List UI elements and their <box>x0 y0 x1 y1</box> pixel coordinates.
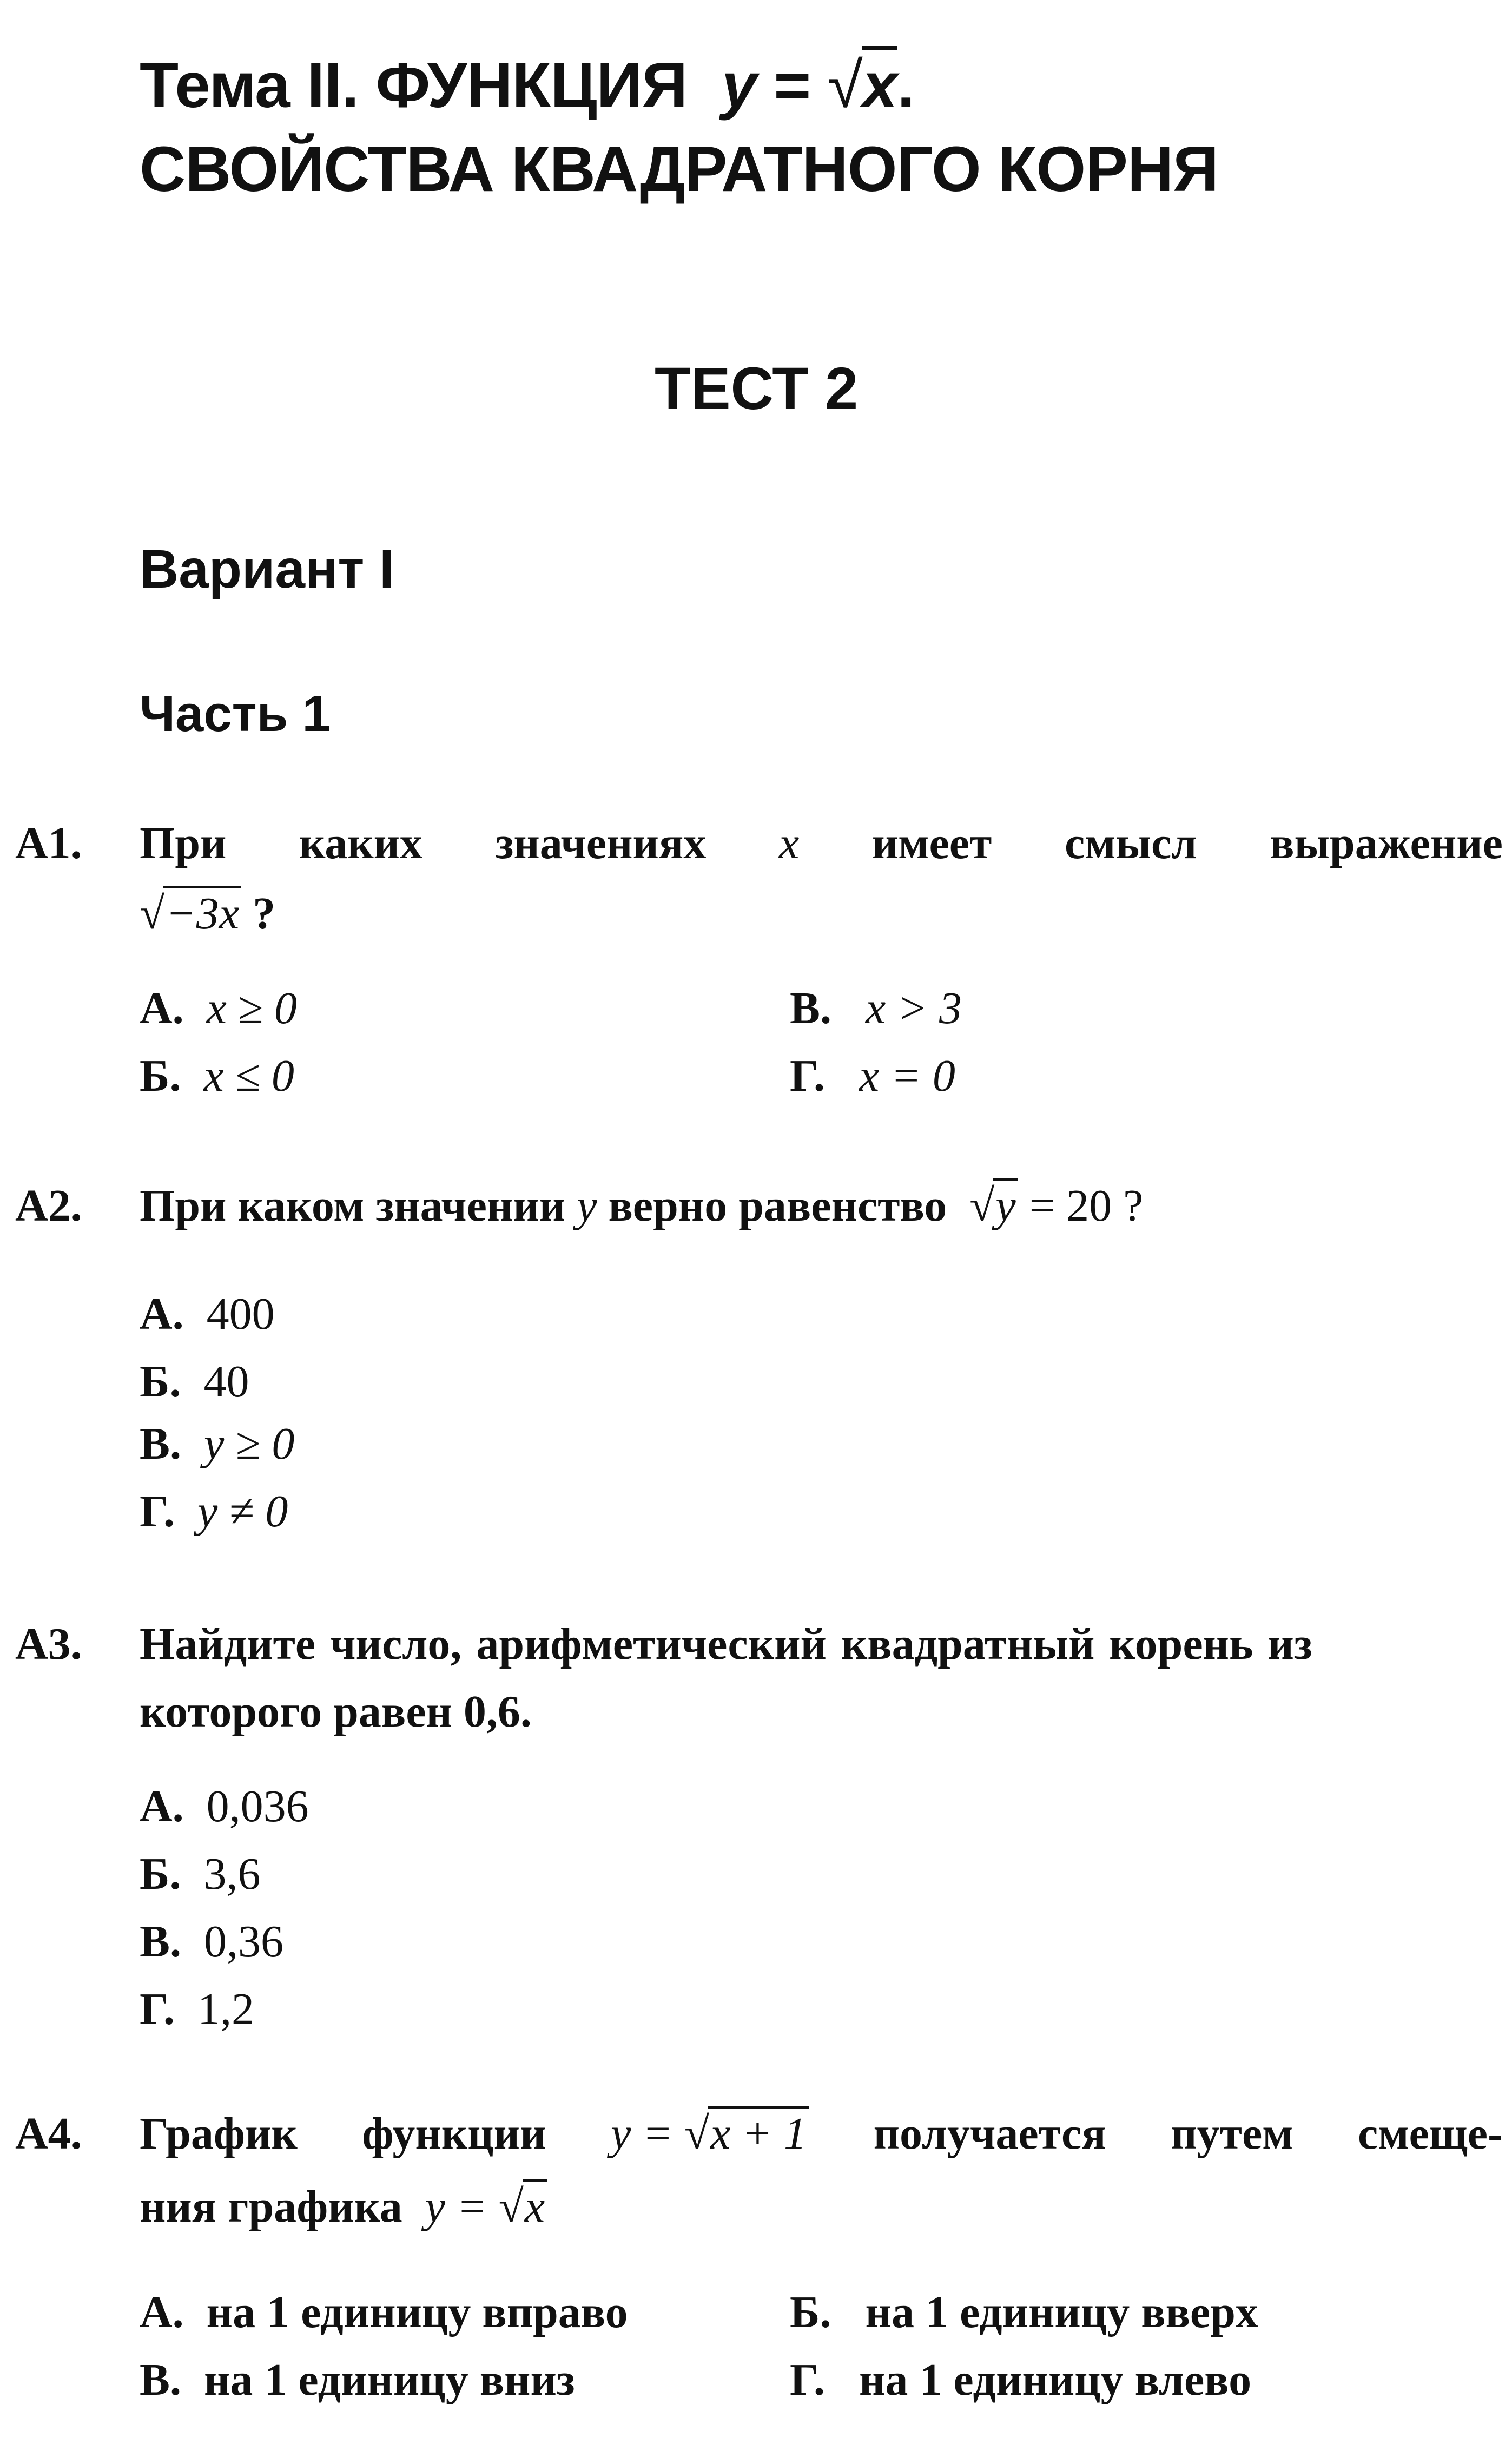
q4-sqrt-expression: √x + 1 <box>684 2107 809 2160</box>
option-letter: Г. <box>790 1051 825 1101</box>
option-value: y ≠ 0 <box>197 1486 288 1537</box>
question-text-a4-line-2 <box>140 2180 547 2233</box>
q1-word: значениях <box>495 818 707 868</box>
q4-formula-lhs: y = <box>610 2109 673 2159</box>
q2-text-end: = 20 ? <box>1029 1181 1144 1231</box>
q2-variable: y <box>577 1181 597 1231</box>
q3-option-v[interactable] <box>140 1915 283 1968</box>
question-text-a3-line-1: Найдите число, арифметический квадратный корень из <box>140 1619 1312 1669</box>
question-number-a3: A3. <box>15 1619 82 1669</box>
option-value: на 1 единицу вверх <box>865 2287 1258 2337</box>
q4-option-g[interactable] <box>790 2354 1251 2406</box>
q4-line2-radicand: x <box>523 2179 547 2232</box>
q4-word: путем <box>1171 2109 1293 2159</box>
q1-sqrt-expression: √−3x <box>140 887 241 940</box>
question-text-a4-line-1 <box>140 2107 1503 2160</box>
option-letter: В. <box>140 1916 182 1967</box>
option-letter: Г. <box>790 2355 825 2405</box>
question-text-a3-line-2: которого равен 0,6. <box>140 1686 532 1737</box>
topic-title-line-2: СВОЙСТВА КВАДРАТНОГО КОРНЯ <box>140 134 1219 205</box>
q4-word: смеще- <box>1358 2109 1503 2159</box>
question-text-a1-line-2 <box>140 887 275 940</box>
q1-question-mark: ? <box>253 888 276 939</box>
option-letter: В. <box>140 2355 182 2405</box>
option-letter: В. <box>790 983 832 1033</box>
option-letter: А. <box>140 2287 184 2337</box>
option-letter: Г. <box>140 1984 175 2034</box>
option-letter: Б. <box>140 1356 181 1407</box>
option-letter: Б. <box>140 1051 181 1101</box>
q1-option-v[interactable] <box>790 982 962 1035</box>
option-value: x = 0 <box>859 1051 955 1101</box>
topic-formula-end: . <box>897 50 915 121</box>
q4-line2-sqrt: √x <box>499 2180 547 2233</box>
topic-title-prefix: Тема II. ФУНКЦИЯ <box>140 50 688 121</box>
option-letter: Г. <box>140 1486 175 1537</box>
topic-formula-sqrt: √x <box>828 49 897 122</box>
q4-line2-prefix: ния графика <box>140 2182 402 2232</box>
q2-option-g[interactable] <box>140 1485 288 1538</box>
q2-option-b[interactable] <box>140 1355 249 1408</box>
option-value: 400 <box>206 1289 275 1339</box>
option-value: x ≥ 0 <box>206 983 298 1033</box>
question-text-a2 <box>140 1180 1143 1232</box>
option-letter: А. <box>140 1781 184 1831</box>
variant-title: Вариант I <box>140 539 394 599</box>
q4-word: функции <box>362 2109 546 2159</box>
option-letter: А. <box>140 1289 184 1339</box>
question-number-a1: A1. <box>15 818 82 868</box>
q4-line2-lhs: y = <box>425 2182 487 2232</box>
option-letter: Б. <box>790 2287 831 2337</box>
q1-option-a[interactable] <box>140 982 297 1035</box>
q4-radicand: x + 1 <box>708 2106 809 2159</box>
option-value: 1,2 <box>197 1984 254 2034</box>
topic-title-line-1 <box>140 49 914 122</box>
option-letter: А. <box>140 983 184 1033</box>
q4-word: График <box>140 2109 298 2159</box>
part-title: Часть 1 <box>140 685 331 742</box>
option-letter: Б. <box>140 1849 181 1899</box>
option-value: 3,6 <box>203 1849 261 1899</box>
q4-option-v[interactable] <box>140 2354 575 2406</box>
q1-variable: x <box>778 818 800 868</box>
q4-word: получается <box>873 2109 1106 2159</box>
option-value: 0,36 <box>204 1916 284 1967</box>
q1-option-b[interactable] <box>140 1050 294 1102</box>
question-number-a4: A4. <box>15 2109 82 2159</box>
q1-word: имеет <box>871 818 992 868</box>
q2-radicand: y <box>993 1178 1018 1231</box>
topic-formula-eq: = <box>774 50 811 121</box>
q3-option-a[interactable] <box>140 1780 309 1833</box>
q2-option-a[interactable] <box>140 1288 275 1340</box>
option-value: y ≥ 0 <box>204 1419 295 1469</box>
q4-option-a[interactable] <box>140 2286 628 2338</box>
q1-option-g[interactable] <box>790 1050 955 1102</box>
q4-option-b[interactable] <box>790 2286 1258 2338</box>
q2-text-prefix: При каком значении <box>140 1181 566 1231</box>
option-value: x > 3 <box>866 983 962 1033</box>
q2-sqrt-expression: √y <box>969 1180 1018 1232</box>
test-title: ТЕСТ 2 <box>655 355 859 422</box>
q1-radicand: −3x <box>163 886 241 939</box>
option-value: на 1 единицу вправо <box>206 2287 628 2337</box>
option-value: на 1 единицу влево <box>859 2355 1252 2405</box>
q1-word: смысл <box>1064 818 1197 868</box>
q3-option-b[interactable] <box>140 1848 261 1900</box>
option-value: 0,036 <box>206 1781 309 1831</box>
option-value: 40 <box>203 1356 249 1407</box>
question-text-a1-line-1 <box>140 817 1503 869</box>
q1-word: каких <box>299 818 423 868</box>
q3-option-g[interactable] <box>140 1983 254 2035</box>
option-value: на 1 единицу вниз <box>204 2355 575 2405</box>
q1-word: выражение <box>1270 818 1503 868</box>
question-number-a2: A2. <box>15 1181 82 1231</box>
q1-word: При <box>140 818 227 868</box>
q4-formula <box>611 2107 809 2160</box>
q2-option-v[interactable] <box>140 1418 294 1470</box>
option-letter: В. <box>140 1419 182 1469</box>
topic-formula-lhs: y <box>721 50 757 121</box>
topic-formula-radicand: x <box>862 46 897 121</box>
q2-text-middle: верно равенство <box>608 1181 947 1231</box>
option-value: x ≤ 0 <box>203 1051 294 1101</box>
